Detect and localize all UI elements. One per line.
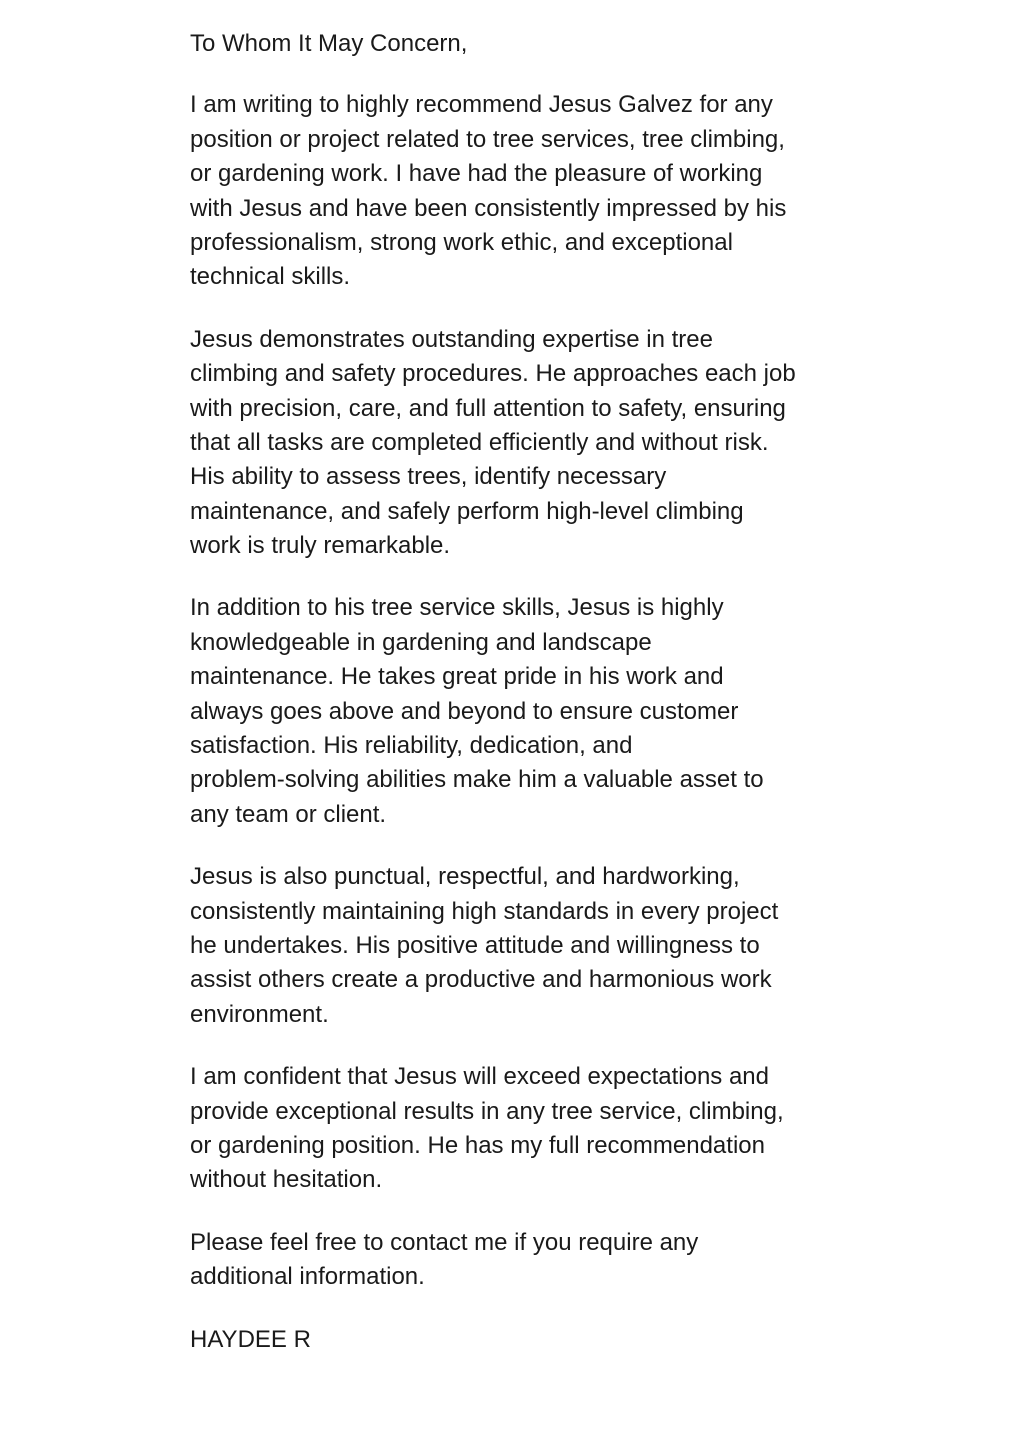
paragraph-line: problem-solving abilities make him a valuable asset to (190, 766, 764, 794)
paragraph-line: satisfaction. His reliability, dedication, and (190, 732, 633, 760)
paragraph-line: provide exceptional results in any tree service, climbing, (190, 1097, 784, 1125)
paragraph-line: professionalism, strong work ethic, and exceptional (190, 228, 733, 256)
paragraph-line: technical skills. (190, 263, 351, 291)
paragraph-line: In addition to his tree service skills, Jesus is highly (190, 594, 724, 622)
paragraph-confidence (190, 1060, 860, 1198)
signature-name: HAYDEE R (190, 1325, 311, 1353)
paragraph-line: His ability to assess trees, identify necessary (190, 463, 667, 491)
paragraph-line: work is truly remarkable. (190, 532, 451, 560)
paragraph-line: I am confident that Jesus will exceed expectations and (190, 1063, 769, 1091)
paragraph-line: I am writing to highly recommend Jesus Galvez for any (190, 91, 773, 119)
paragraph-line: Please feel free to contact me if you require any (190, 1228, 699, 1256)
paragraph-line: Jesus demonstrates outstanding expertise in tree (190, 325, 713, 353)
letter-body (190, 27, 860, 1357)
paragraph-line: with precision, care, and full attention to safety, ensuring (190, 394, 786, 422)
paragraph-recommendation-intro (190, 88, 860, 294)
paragraph-line: climbing and safety procedures. He approaches each job (190, 360, 796, 388)
paragraph-line: or gardening work. I have had the pleasure of working (190, 160, 763, 188)
paragraph-line: with Jesus and have been consistently impressed by his (190, 194, 787, 222)
paragraph-climbing-expertise (190, 323, 860, 564)
paragraph-line: always goes above and beyond to ensure customer (190, 697, 739, 725)
paragraph-line: additional information. (190, 1263, 425, 1291)
paragraph-line: or gardening position. He has my full recommendation (190, 1131, 765, 1159)
paragraph-line: without hesitation. (190, 1166, 383, 1194)
signature (190, 1323, 860, 1357)
paragraph-line: he undertakes. His positive attitude and willingness to (190, 931, 760, 959)
paragraph-line: Jesus is also punctual, respectful, and hardworking, (190, 863, 740, 891)
paragraph-contact (190, 1226, 860, 1295)
paragraph-gardening-skills (190, 591, 860, 832)
salutation (190, 27, 860, 61)
paragraph-line: maintenance, and safely perform high-level climbing (190, 497, 744, 525)
salutation-line: To Whom It May Concern, (190, 30, 468, 57)
paragraph-line: that all tasks are completed efficiently and without risk. (190, 428, 769, 456)
paragraph-line: assist others create a productive and harmonious work (190, 966, 772, 994)
paragraph-line: consistently maintaining high standards in every project (190, 897, 779, 925)
paragraph-line: knowledgeable in gardening and landscape (190, 628, 652, 656)
paragraph-line: any team or client. (190, 800, 387, 828)
paragraph-line: environment. (190, 1000, 329, 1028)
paragraph-line: maintenance. He takes great pride in his work and (190, 663, 724, 691)
paragraph-character (190, 860, 860, 1032)
paragraph-line: position or project related to tree services, tree climbing, (190, 125, 785, 153)
